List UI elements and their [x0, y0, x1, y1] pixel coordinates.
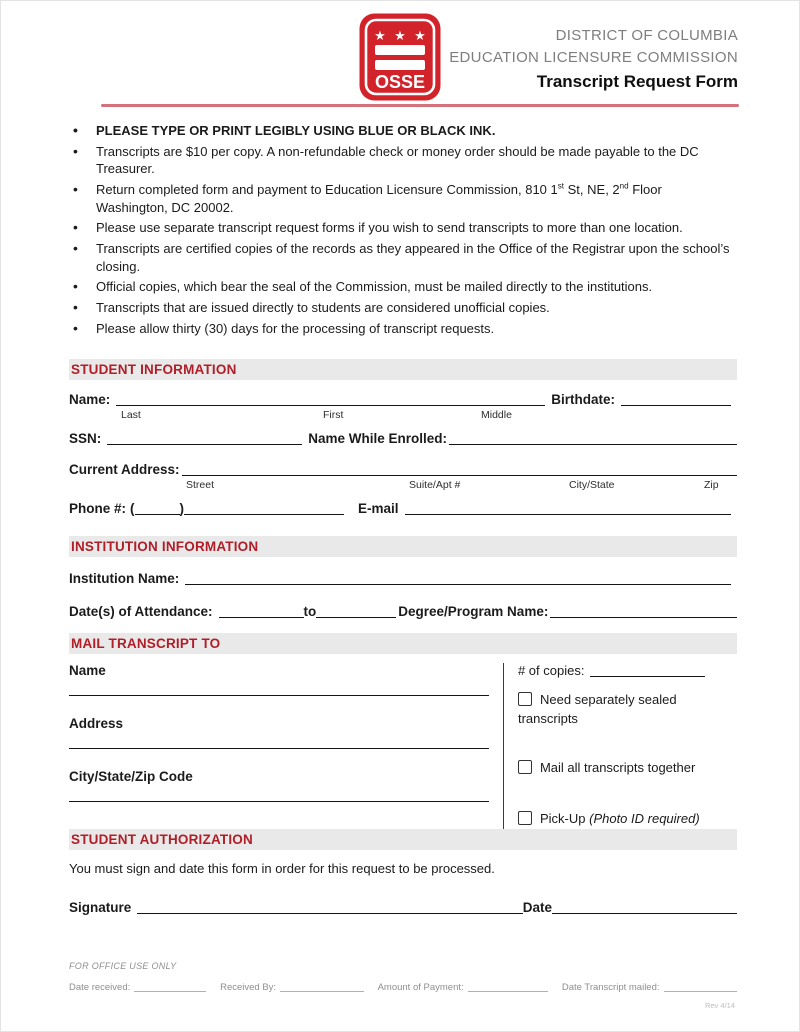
sublabel-first: First	[323, 409, 344, 422]
attendance-to-field[interactable]	[316, 605, 396, 618]
date-field[interactable]	[552, 901, 737, 914]
amount-of-payment-field[interactable]	[468, 984, 548, 992]
name-label: Name:	[69, 392, 111, 408]
birthdate-label: Birthdate:	[551, 392, 615, 408]
dates-of-attendance-label: Date(s) of Attendance:	[69, 604, 213, 620]
osse-logo-text: OSSE	[374, 72, 426, 92]
header-divider-rule	[101, 104, 739, 107]
section-title: STUDENT AUTHORIZATION	[71, 831, 253, 847]
org-name-line1: DISTRICT OF COLUMBIA	[555, 27, 738, 44]
current-address-field[interactable]	[182, 463, 737, 476]
office-use-block	[69, 961, 737, 1010]
instruction-item: • Official copies, which bear the seal of the Commission, must be mailed directly to the institutions.	[69, 278, 737, 296]
institution-name-label: Institution Name:	[69, 571, 180, 587]
instruction-item: • Return completed form and payment to Education Licensure Commission, 810 1st St, NE, 2nd Floor Washington, DC 20002.	[69, 181, 737, 216]
address-sublabels	[69, 477, 737, 493]
mail-city-state-zip-field[interactable]	[69, 801, 489, 802]
instruction-item: • Please allow thirty (30) days for the processing of transcript requests.	[69, 320, 737, 338]
mail-name-label: Name	[69, 663, 106, 679]
current-address-label: Current Address:	[69, 462, 180, 478]
degree-program-label: Degree/Program Name:	[398, 604, 549, 620]
instruction-item: • PLEASE TYPE OR PRINT LEGIBLY USING BLUE OR BLACK INK.	[69, 122, 737, 140]
section-title: MAIL TRANSCRIPT TO	[71, 636, 221, 652]
sealed-transcripts-label: Need separately sealed transcripts	[517, 692, 677, 727]
mail-together-option	[518, 759, 737, 778]
osse-logo-graphic	[358, 12, 442, 102]
office-use-fields	[69, 982, 737, 993]
mail-together-checkbox[interactable]	[518, 760, 532, 774]
name-sublabels	[69, 407, 737, 423]
received-by-label: Received By:	[220, 981, 277, 993]
institution-name-field[interactable]	[185, 572, 731, 585]
ssn-label: SSN:	[69, 431, 102, 447]
mail-address-column	[69, 663, 503, 828]
phone-label: Phone #:	[69, 501, 127, 517]
ssn-field[interactable]	[107, 432, 302, 445]
section-header-student-authorization	[69, 829, 737, 850]
org-name-line2: EDUCATION LICENSURE COMMISSION	[449, 49, 738, 66]
date-transcript-mailed-field[interactable]	[664, 984, 737, 992]
authorization-instruction: You must sign and date this form in order for this request to be processed.	[69, 860, 495, 876]
form-title: Transcript Request Form	[536, 72, 738, 91]
institution-name-row	[69, 571, 737, 586]
date-transcript-mailed-label: Date Transcript mailed:	[561, 981, 660, 993]
copies-row	[518, 663, 737, 678]
section-title: STUDENT INFORMATION	[71, 362, 237, 378]
attendance-degree-row	[69, 604, 737, 619]
mail-address-field[interactable]	[69, 748, 489, 749]
pick-up-label: Pick-Up	[539, 810, 586, 826]
sublabel-city-state: City/State	[569, 479, 615, 492]
pick-up-checkbox[interactable]	[518, 811, 532, 825]
instruction-item: • Transcripts that are issued directly to students are considered unofficial copies.	[69, 299, 737, 317]
date-received-label: Date received:	[69, 981, 131, 993]
svg-text:★: ★	[374, 29, 386, 44]
svg-text:★: ★	[414, 29, 426, 44]
signature-row	[69, 900, 737, 915]
sublabel-last: Last	[121, 409, 141, 422]
form-content	[69, 122, 737, 1010]
pick-up-note: (Photo ID required)	[589, 810, 700, 826]
section-header-mail-transcript-to	[69, 633, 737, 654]
email-label: E-mail	[358, 501, 399, 517]
sealed-transcripts-option	[518, 691, 737, 729]
header-titles	[449, 25, 738, 94]
phone-email-row	[69, 501, 737, 516]
sublabel-zip: Zip	[704, 479, 719, 492]
signature-label: Signature	[69, 899, 132, 915]
phone-area-code-field[interactable]	[135, 502, 180, 515]
ssn-row	[69, 431, 737, 446]
received-by-field[interactable]	[280, 984, 364, 992]
section-header-institution-information	[69, 536, 737, 557]
current-address-row	[69, 462, 737, 477]
sublabel-street: Street	[186, 479, 215, 492]
attendance-to-label: to	[303, 604, 317, 620]
svg-text:★: ★	[394, 29, 406, 44]
email-field[interactable]	[405, 502, 731, 515]
degree-program-field[interactable]	[550, 605, 737, 618]
date-label: Date	[522, 899, 552, 915]
mail-together-label: Mail all transcripts together	[539, 760, 696, 776]
name-while-enrolled-label: Name While Enrolled:	[308, 431, 448, 447]
sealed-transcripts-checkbox[interactable]	[518, 692, 532, 706]
name-while-enrolled-field[interactable]	[449, 432, 737, 445]
sublabel-middle: Middle	[481, 409, 512, 422]
pick-up-option	[518, 810, 737, 829]
date-received-field[interactable]	[134, 984, 206, 992]
section-title: INSTITUTION INFORMATION	[71, 539, 259, 555]
osse-logo	[358, 12, 442, 102]
instruction-item: • Transcripts are certified copies of the records as they appeared in the Office of the Registrar upon the school’s closing.	[69, 240, 737, 275]
phone-number-field[interactable]	[184, 502, 344, 515]
name-field[interactable]	[116, 393, 545, 406]
signature-field[interactable]	[137, 901, 522, 914]
office-use-title: FOR OFFICE USE ONLY	[69, 960, 177, 971]
revision-note: Rev 4/14	[704, 1000, 735, 1010]
mail-city-state-zip-label: City/State/Zip Code	[69, 769, 193, 785]
phone-paren-open: (	[130, 501, 135, 517]
attendance-from-field[interactable]	[219, 605, 304, 618]
phone-paren-close: )	[179, 501, 185, 517]
instruction-item: • Please use separate transcript request forms if you wish to send transcripts to more than one location.	[69, 219, 737, 237]
mail-name-field[interactable]	[69, 695, 489, 696]
name-row	[69, 392, 737, 407]
instruction-item: • Transcripts are $10 per copy. A non-refundable check or money order should be made payable to the DC Treasurer.	[69, 143, 737, 178]
copies-label: # of copies:	[517, 663, 585, 679]
amount-of-payment-label: Amount of Payment:	[377, 981, 464, 993]
sublabel-suite-apt: Suite/Apt #	[409, 479, 461, 492]
mail-transcript-grid	[69, 663, 737, 828]
mail-address-label: Address	[69, 716, 124, 732]
instructions-list	[69, 122, 737, 337]
section-header-student-information	[69, 359, 737, 380]
copies-field[interactable]	[590, 664, 705, 677]
mail-options-column	[503, 663, 737, 828]
birthdate-field[interactable]	[621, 393, 731, 406]
